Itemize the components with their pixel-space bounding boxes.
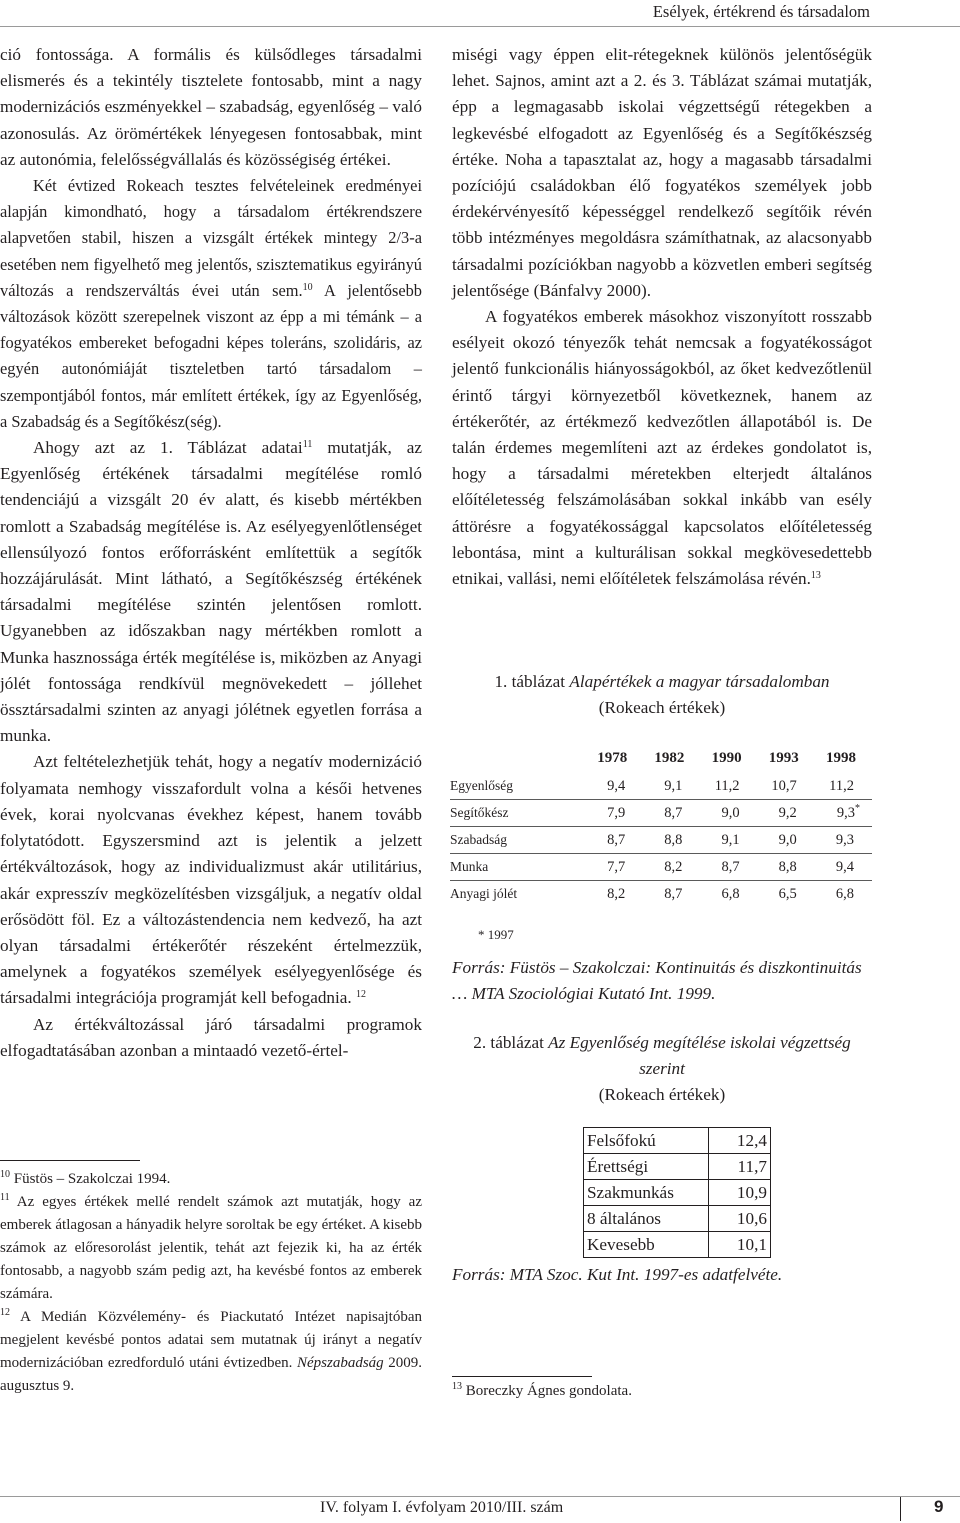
cell-mark: * — [855, 802, 860, 814]
paragraph-text: Két évtized Rokeach tesztes felvételeinek eredményei alapján kimondható, hogy a társadalom értékrendszere alapvetően stabil, hiszen a vizsgált értékek mintegy 2/3-a esetében nem figyelhető meg jelentős, szisztematikus egyirányú változás a rendszerváltás évei után sem. — [0, 176, 422, 300]
paragraph — [0, 749, 422, 1011]
footnote-rule — [452, 1376, 592, 1377]
row-label: Egyenlőség — [450, 773, 586, 800]
paragraph — [0, 173, 422, 435]
cell: 11,2 — [815, 773, 872, 800]
cell: 10,6 — [709, 1206, 771, 1232]
footnote-text: Az egyes értékek mellé rendelt számok azt mutatják, hogy az emberek átlagosan a hányadik helyre soroltak be egy értéket. A kisebb számok az előresorolást jelentik, tehát azt fejezik ki, ha az érték fontosabb, a nagyobb szám pedig azt, ha kevésbé fontos az emberek számára. — [0, 1194, 422, 1302]
table-row — [450, 881, 872, 908]
cell: 6,8 — [721, 885, 740, 902]
cell: 9,4 — [586, 773, 643, 800]
page-footer — [0, 1496, 960, 1523]
table-row — [450, 854, 872, 881]
footnote-number: 11 — [0, 1192, 10, 1203]
footnote-ref[interactable]: 12 — [356, 989, 367, 1001]
table1 — [450, 748, 872, 907]
footnote-text: Füstös – Szakolczai 1994. — [10, 1171, 171, 1187]
table-row — [584, 1232, 771, 1258]
table-row — [450, 773, 872, 800]
cell: 12,4 — [709, 1128, 771, 1154]
cell: 9,2 — [758, 800, 815, 827]
table-row — [584, 1206, 771, 1232]
table1-title-text: Alapértékek a magyar társadalomban — [569, 672, 830, 691]
row-label: Szabadság — [450, 827, 586, 854]
table1-source: Forrás: Füstös – Szakolczai: Kontinuitás és diszkontinuitás … MTA Szociológiai Kutató Int. 1999. — [452, 958, 862, 1004]
table2-subtitle: (Rokeach értékek) — [598, 1085, 726, 1105]
cell: 8,7 — [586, 827, 643, 854]
footnote-number: 13 — [452, 1381, 462, 1392]
cell: 8,7 — [700, 854, 757, 881]
left-column — [0, 42, 422, 1064]
table2-source: Forrás: MTA Szoc. Kut Int. 1997-es adatfelvéte. — [452, 1265, 783, 1284]
page-number: 9 — [934, 1497, 944, 1516]
footnote-10 — [0, 1168, 422, 1191]
footnote-number: 12 — [0, 1307, 10, 1318]
table1-title — [452, 669, 872, 695]
cell: 10,9 — [709, 1180, 771, 1206]
table1-year: 1978 — [597, 749, 628, 766]
footnote-11 — [0, 1191, 422, 1306]
cell: 8,7 — [643, 800, 700, 827]
cell-value: 9,3 — [836, 804, 855, 821]
row-label: Anyagi jólét — [450, 886, 518, 901]
table1-year: 1998 — [826, 749, 856, 766]
cell: 9,0 — [700, 800, 757, 827]
paragraph — [0, 435, 422, 749]
table2-title-text: Az Egyenlőség megítélése iskolai végzettség szerint — [548, 1033, 851, 1079]
cell: 8,2 — [607, 885, 626, 902]
footer-divider — [900, 1497, 901, 1521]
paragraph: ció fontossága. A formális és külsődleges társadalmi elismerés és a tekintély tisztelete fontosabb, mint a nagy modernizációs eszményekkel – szabadság, egyenlőség – való azonosulás. Az örömértékek lényegesen fontosabbak, mint az autonómia, felelősségvállalás és közösségiség értékei. — [0, 45, 422, 169]
paragraph-text: A jelentősebb változások között szerepelnek viszont az épp a mi témánk – a fogyatékos embereket befogadni képes toleráns, szolidáris, az egyén autonómiáját tiszteletben tartó társadalom – szempontjából fontos, már említett értékek, így az Egyenlőség, a Szabadság és a Segítőkész(ség). — [0, 280, 422, 431]
row-label: 8 általános — [584, 1206, 709, 1232]
table1-corner — [450, 748, 586, 773]
table1-label: 1. táblázat — [494, 672, 570, 691]
footnote-text: Boreczky Ágnes gondolata. — [462, 1383, 632, 1399]
table2-title — [452, 1030, 872, 1082]
paragraph-text: Ahogy azt az 1. Táblázat adatai — [33, 438, 303, 458]
footnote-text: 2009. augusztus 9. — [0, 1355, 423, 1394]
cell: 6,5 — [778, 885, 797, 902]
cell: 10,1 — [709, 1232, 771, 1258]
row-label: Munka — [450, 854, 586, 881]
footnote-number: 10 — [0, 1169, 10, 1180]
running-head — [0, 0, 960, 27]
paragraph-text: Azt feltételezhetjük tehát, hogy a negatív modernizáció folyamata nemhogy visszafordult volna a késői hetvenes évek, korai nyolcvanas évekhez képest, hanem tovább folytatódott. Egyszersmind azt is jelentik a jelzett értékváltozások, hogy az individualizmust akár utilitárius, akár expresszív megközelítésben vizsgáljuk, a negatív oldal erősödött föl. Ez a változástendencia nem kedvező, ha azt olyan társadalmi értékerőtér részeként értelmezzük, amelynek a fogyatékos személyek esélyegyenlősége és társadalmi integrációja programját kell befogadnia. — [0, 752, 422, 1008]
row-label: Szakmunkás — [584, 1180, 709, 1206]
cell: 9,1 — [643, 773, 700, 800]
footnotes — [0, 1168, 422, 1398]
paragraph — [452, 304, 872, 592]
right-column — [452, 42, 872, 592]
cell: 8,2 — [643, 854, 700, 881]
cell: 9,0 — [758, 827, 815, 854]
footnote-13 — [452, 1383, 632, 1400]
table2 — [583, 1127, 771, 1258]
table1-subtitle: (Rokeach értékek) — [598, 698, 726, 718]
table1-note: * 1997 — [478, 927, 514, 942]
footnote-12 — [0, 1306, 422, 1398]
footnote-ref[interactable]: 11 — [302, 439, 313, 451]
table-row — [584, 1154, 771, 1180]
cell: 9,3 — [815, 827, 872, 854]
cell — [815, 800, 872, 827]
table-row — [584, 1180, 771, 1206]
row-label: Felsőfokú — [584, 1128, 709, 1154]
cell: 9,1 — [700, 827, 757, 854]
running-head-title: Esélyek, értékrend és társadalom — [652, 2, 870, 21]
cell: 10,7 — [758, 773, 815, 800]
table-row — [584, 1128, 771, 1154]
cell: 8,8 — [758, 854, 815, 881]
table2-caption — [452, 1030, 872, 1109]
table-row — [450, 827, 872, 854]
cell: 7,7 — [586, 854, 643, 881]
journal-issue: IV. folyam I. évfolyam 2010/III. szám — [320, 1499, 564, 1516]
table1-year: 1993 — [768, 749, 799, 766]
footnote-ref[interactable]: 13 — [810, 570, 821, 582]
cell: 9,4 — [815, 854, 872, 881]
table1-caption — [452, 669, 872, 721]
table2-label: 2. táblázat — [473, 1033, 549, 1052]
paragraph-text: A fogyatékos emberek másokhoz viszonyított rosszabb esélyeit okozó tényezők tehát nemcsak a fogyatékosságot jelentő funkcionális hiányosságokból, az őket kedvezőtlenül érintő tárgyi környezetből következnek, hanem az értékerőtér, az értékmező kedvezőtlen állapotából is. De talán érdemes megemlíteni azt az érdekes gondolatot is, hogy a társadalmi méretekben elterjedt általános előítéletesség felszámolásában sokkal inkább van esély áttörésre a fogyatékossággal kapcsolatos előítéletesség lebontása, mint a kulturálisan sokkal megkövesedettebb etnikai, vallási, nemi előítéletek felszámolása révén. — [452, 307, 872, 589]
row-label: Segítőkész — [450, 800, 586, 827]
cell: 11,2 — [700, 773, 757, 800]
row-label: Érettségi — [584, 1154, 709, 1180]
cell: 8,7 — [664, 885, 683, 902]
cell: 11,7 — [709, 1154, 771, 1180]
table1-year: 1982 — [654, 749, 685, 766]
footnote-ref[interactable]: 10 — [302, 281, 313, 293]
cell: 7,9 — [586, 800, 643, 827]
table1-header-row — [450, 748, 872, 773]
table1-year: 1990 — [711, 749, 742, 766]
footer-rule — [0, 1496, 960, 1497]
cell: 6,8 — [835, 885, 854, 902]
table-row — [450, 800, 872, 827]
cell: 8,8 — [643, 827, 700, 854]
row-label: Kevesebb — [584, 1232, 709, 1258]
footnote-text: A Medián Közvélemény- és Piackutató Intézet napisajtóban megjelent kevésbé pontos adatai sem mutatnak új irányt a negatív modernizációban ezredforduló utáni évtizedben. — [0, 1309, 422, 1371]
paragraph: Az értékváltozással járó társadalmi programok elfogadtatásában azonban a mintaadó vezető-értel- — [0, 1014, 422, 1060]
footnote-rule — [0, 1160, 140, 1161]
paragraph-text: mutatják, az Egyenlőség értékének társadalmi megítélése romló tendenciájú a vizsgált 20 év alatt, és kisebb mértékben romlott a Szabadság megítélése is. Az esélyegyenlőtlenséget ellensúlyozó fontos erőforrásként említettük a segítők hozzájárulását. Mint látható, a Segítőkészség értékének társadalmi megítélése szintén jelentősen romlott. Ugyanebben az időszakban nagy mértékben romlott a Munka hasznossága érték megítélése is, miközben az Anyagi jólét fontossága rendkívül megnövekedett – jóllehet össztársadalmi szinten az anyagi jólétnek egyetlen forrása a munka. — [0, 438, 422, 746]
footnote-italic: Népszabadság — [296, 1355, 384, 1371]
paragraph: miségi vagy éppen elit-rétegeknek különös jelentőségük lehet. Sajnos, amint azt a 2. és 3. Táblázat számai mutatják, épp a legmagasabb iskolai végzettségű rétegekben a legkevésbé elfogadott az Egyenlőség és a Segítőkészség értéke. Noha a tapasztalat az, hogy a magasabb társadalmi pozíciójú családokban élő fogyatékos személyek jobb érdekérvényesítő képességgel rendelkező segítőik révén több intézményes megoldásra számíthatnak, az alacsonyabb társadalmi pozíciókban nagyobb a közvetlen emberi segítség jelentősége (Bánfalvy 2000). — [452, 45, 872, 300]
